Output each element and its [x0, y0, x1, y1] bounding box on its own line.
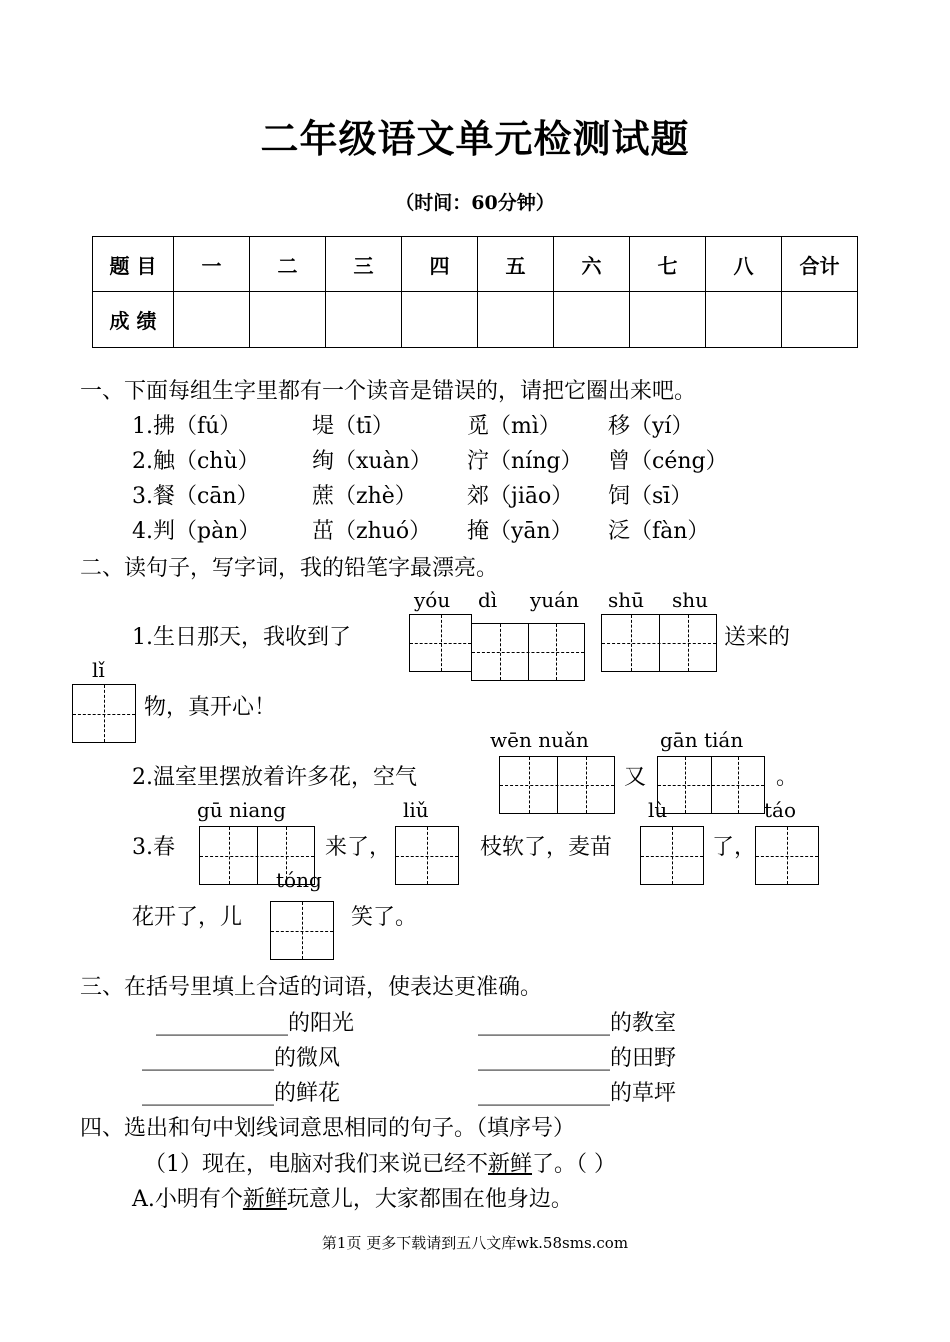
question-text: 2.温室里摆放着许多花，空气 — [132, 765, 417, 790]
writing-box[interactable] — [395, 826, 459, 885]
score-cell[interactable] — [554, 292, 630, 348]
blank-word: 的草坪 — [610, 1081, 677, 1106]
question-text — [144, 1147, 616, 1178]
question-text: 枝软了，麦苗 — [480, 835, 613, 860]
blank-line[interactable]: ____________ — [142, 1081, 274, 1106]
fill-blank[interactable] — [478, 1041, 676, 1072]
writing-box[interactable] — [601, 614, 717, 672]
score-header-cell: 五 — [478, 237, 554, 292]
score-header-cell: 四 — [402, 237, 478, 292]
pinyin-item: 茁（zhuó） — [312, 519, 432, 544]
pinyin-label: yuán — [530, 588, 579, 612]
question-text: 又 — [624, 765, 647, 790]
writing-box[interactable] — [471, 623, 585, 681]
score-cell[interactable] — [782, 292, 858, 348]
option-text: 玩意儿，大家都围在他身边。 — [286, 1187, 573, 1212]
pinyin-item: 移（yí） — [608, 414, 694, 439]
score-header-cell: 题 目 — [93, 237, 174, 292]
fill-blank[interactable] — [156, 1006, 354, 1037]
pinyin-label: shū — [608, 588, 645, 612]
question-text: 花开了，儿 — [132, 905, 243, 930]
blank-word: 的鲜花 — [274, 1081, 341, 1106]
pinyin-label: gū niang — [197, 798, 286, 822]
writing-box[interactable] — [72, 684, 136, 743]
question-text: 来了， — [325, 835, 392, 860]
pinyin-item: 蔗（zhè） — [312, 484, 417, 509]
pinyin-label: tóng — [276, 868, 322, 892]
pinyin-item: 4.判（pàn） — [132, 519, 261, 544]
pinyin-item: 泛（fàn） — [608, 519, 710, 544]
score-table-score-row — [93, 292, 858, 348]
score-header-cell: 八 — [706, 237, 782, 292]
score-row-label: 成 绩 — [93, 292, 174, 348]
score-cell[interactable] — [402, 292, 478, 348]
fill-blank[interactable] — [478, 1076, 676, 1107]
score-table — [92, 236, 858, 348]
section3-heading: 三、在括号里填上合适的词语，使表达更准确。 — [80, 975, 543, 1000]
score-table-header-row — [93, 237, 858, 292]
fill-blank[interactable] — [142, 1041, 340, 1072]
blank-word: 的微风 — [274, 1046, 341, 1071]
underlined-word: 新鲜 — [242, 1187, 287, 1212]
pinyin-item: 郊（jiāo） — [467, 484, 574, 509]
answer-bracket[interactable]: 了。（ ） — [532, 1152, 617, 1177]
score-cell[interactable] — [174, 292, 250, 348]
writing-box[interactable] — [270, 901, 334, 960]
question-text: 物，真开心！ — [144, 695, 277, 720]
blank-line[interactable]: ____________ — [478, 1081, 610, 1106]
page-title: 二年级语文单元检测试题 — [260, 117, 690, 161]
pinyin-item: 1.拂（fú） — [132, 414, 242, 439]
question-text: 了， — [712, 835, 757, 860]
score-header-cell: 一 — [174, 237, 250, 292]
section1-heading: 一、下面每组生字里都有一个读音是错误的，请把它圈出来吧。 — [80, 379, 697, 404]
pinyin-item: 3.餐（cān） — [132, 484, 259, 509]
section2-heading: 二、读句子，写字词，我的铅笔字最漂亮。 — [80, 556, 499, 581]
fill-blank[interactable] — [142, 1076, 340, 1107]
score-header-cell: 合计 — [782, 237, 858, 292]
pinyin-item: 泞（níng） — [467, 449, 583, 474]
writing-box[interactable] — [640, 826, 704, 885]
pinyin-item: 觅（mì） — [467, 414, 561, 439]
page-footer: 第1页 更多下载请到五八文库wk.58sms.com — [321, 1234, 629, 1252]
pinyin-label: táo — [764, 798, 797, 822]
pinyin-item: 饲（sī） — [608, 484, 693, 509]
blank-word: 的田野 — [610, 1046, 677, 1071]
score-header-cell: 六 — [554, 237, 630, 292]
pinyin-label: lǐ — [92, 658, 105, 682]
question-text-part: （1）现在，电脑对我们来说已经不 — [144, 1152, 488, 1177]
pinyin-label: lù — [648, 798, 668, 822]
pinyin-item: 堤（tī） — [312, 414, 394, 439]
score-header-cell: 七 — [630, 237, 706, 292]
writing-box[interactable] — [409, 614, 472, 672]
score-cell[interactable] — [326, 292, 402, 348]
pinyin-label: dì — [478, 588, 498, 612]
blank-word: 的阳光 — [288, 1011, 355, 1036]
writing-box[interactable] — [499, 756, 615, 814]
question-text: 送来的 — [724, 625, 791, 650]
score-cell[interactable] — [706, 292, 782, 348]
pinyin-item: 2.触（chù） — [132, 449, 260, 474]
question-text: 3.春 — [132, 835, 175, 860]
blank-line[interactable]: ____________ — [156, 1011, 288, 1036]
pinyin-label: liǔ — [403, 798, 429, 822]
blank-line[interactable]: ____________ — [478, 1046, 610, 1071]
writing-box[interactable] — [657, 756, 765, 814]
score-header-cell: 三 — [326, 237, 402, 292]
fill-blank[interactable] — [478, 1006, 676, 1037]
pinyin-label: wēn nuǎn — [490, 728, 589, 752]
underlined-word: 新鲜 — [488, 1152, 533, 1177]
question-text: 。 — [776, 765, 799, 790]
writing-box[interactable] — [755, 826, 819, 885]
pinyin-label: yóu — [414, 588, 451, 612]
blank-word: 的教室 — [610, 1011, 677, 1036]
score-cell[interactable] — [478, 292, 554, 348]
pinyin-label: gān tián — [660, 728, 744, 752]
pinyin-item: 掩（yān） — [467, 519, 573, 544]
blank-line[interactable]: ____________ — [142, 1046, 274, 1071]
blank-line[interactable]: ____________ — [478, 1011, 610, 1036]
option-text: A.小明有个 — [132, 1187, 243, 1212]
question-text: 笑了。 — [351, 905, 418, 930]
score-cell[interactable] — [630, 292, 706, 348]
score-header-cell: 二 — [250, 237, 326, 292]
pinyin-item: 曾（céng） — [608, 449, 728, 474]
option-a — [132, 1182, 573, 1213]
pinyin-label: shu — [672, 588, 709, 612]
section4-heading: 四、选出和句中划线词意思相同的句子。（填序号） — [80, 1116, 576, 1141]
pinyin-item: 绚（xuàn） — [312, 449, 432, 474]
question-text: 1.生日那天，我收到了 — [132, 625, 351, 650]
score-cell[interactable] — [250, 292, 326, 348]
exam-time: （时间：60分钟） — [395, 192, 555, 214]
